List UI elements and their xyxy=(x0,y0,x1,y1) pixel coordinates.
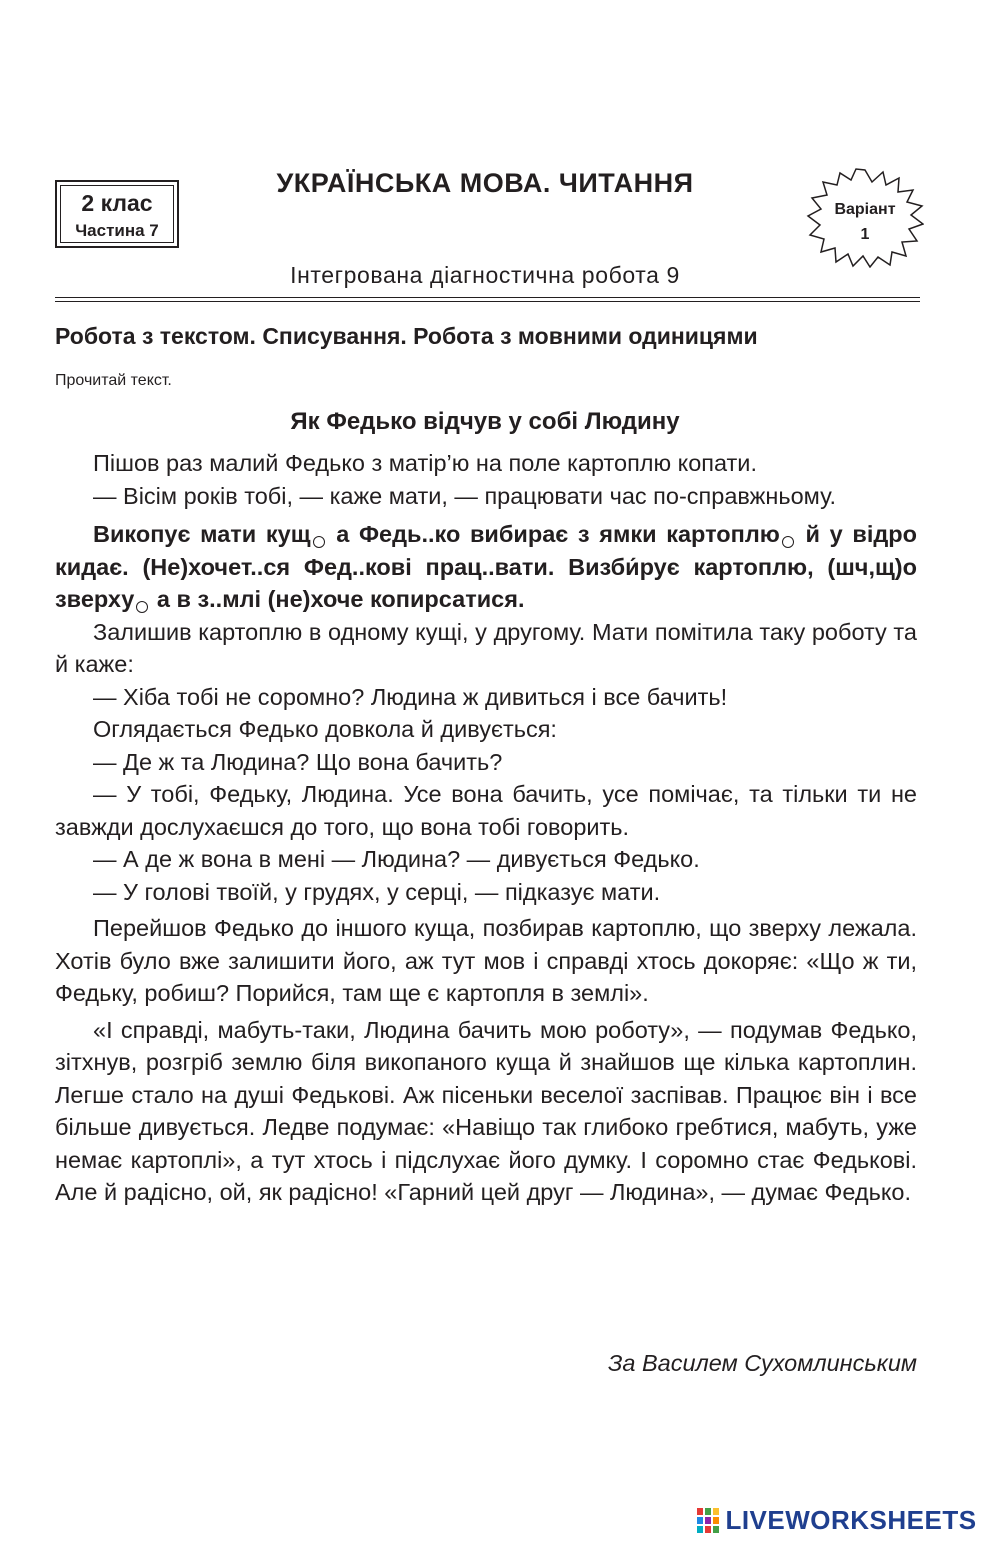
variant-badge xyxy=(806,168,924,268)
work-title: Інтегрована діагностична робота 9 xyxy=(290,262,680,288)
variant-number: 1 xyxy=(860,226,870,243)
section-heading: Робота з текстом. Списування. Робота з мовними одиницями xyxy=(55,323,758,349)
exercise-text: й у відро кидає. (Не)хочет..ся Фед..кові прац..вати. Визби́рує картоплю, (шч,щ)о зверху xyxy=(55,521,917,612)
punctuation-blank[interactable] xyxy=(136,601,148,613)
variant-label: Варіант xyxy=(834,201,896,218)
brand-name: LIVEWORKSHEETS xyxy=(725,1505,977,1535)
paragraph: — У голові твоїй, у грудях, у серці, — підказує мати. xyxy=(93,878,661,905)
exercise-paragraph xyxy=(55,518,917,616)
instruction: Прочитай текст. xyxy=(55,372,172,389)
paragraph: — Вісім років тобі, — каже мати, — працювати час по-справжньому. xyxy=(93,482,836,509)
brand-logo[interactable] xyxy=(697,1505,977,1539)
punctuation-blank[interactable] xyxy=(782,536,794,548)
punctuation-blank[interactable] xyxy=(313,536,325,548)
paragraph: — Де ж та Людина? Що вона бачить? xyxy=(93,748,503,775)
exercise-text: а Федь..ко вибирає з ямки картоплю xyxy=(326,521,780,547)
paragraph: Перейшов Федько до іншого куща, позбирав картоплю, що зверху лежала. Хотів було вже залишити його, аж тут мов і справді хтось докоряє: «Що ж ти, Федьку, робиш? Порийся, там ще є картопля в землі». xyxy=(55,915,917,1006)
paragraph: Оглядається Федько довкола й дивується: xyxy=(93,716,557,742)
header-divider xyxy=(55,297,920,302)
paragraph: «І справді, мабуть-таки, Людина бачить мою роботу», — подумав Федько, зітхнув, розгріб землю біля викопаного куща й знайшов ще кілька картоплин. Легше стало на душі Федькові. Аж пісеньки веселої заспівав. Працює він і все більше дивується. Ледве подумає: «Навіщо так глибоко гребтися, мабуть, уже немає картоплі», а тут хтось і підслухає його думку. І соромно стає Федькові. Але й радісно, ой, як радісно! «Гарний цей друг — Людина», — думає Федько. xyxy=(55,1016,917,1205)
paragraph: — А де ж вона в мені — Людина? — дивується Федько. xyxy=(93,846,700,872)
subject-title: УКРАЇНСЬКА МОВА. ЧИТАННЯ xyxy=(276,168,694,198)
grade-box xyxy=(55,180,179,248)
story-text xyxy=(55,447,917,1209)
exercise-text: а в з..млі (не)хоче копирсатися. xyxy=(150,586,525,612)
paragraph: — Хіба тобі не соромно? Людина ж дивиться і все бачить! xyxy=(93,683,728,710)
story-title: Як Федько відчув у собі Людину xyxy=(290,408,680,435)
grade-label: 2 клас xyxy=(81,190,153,216)
paragraph: Пішов раз малий Федько з матір’ю на поле картоплю копати. xyxy=(93,450,757,476)
part-label: Частина 7 xyxy=(75,221,159,240)
paragraph: — У тобі, Федьку, Людина. Усе вона бачить, усе помічає, та тільки ти не завжди дослухаєшся до того, що вона тобі говорить. xyxy=(55,781,917,840)
exercise-text: Викопує мати кущ xyxy=(93,521,311,547)
story-source: За Василем Сухомлинським xyxy=(607,1350,917,1376)
paragraph: Залишив картоплю в одному кущі, у другому. Мати помітила таку роботу та й каже: xyxy=(55,618,917,677)
liveworksheets-logo-icon xyxy=(697,1508,721,1534)
